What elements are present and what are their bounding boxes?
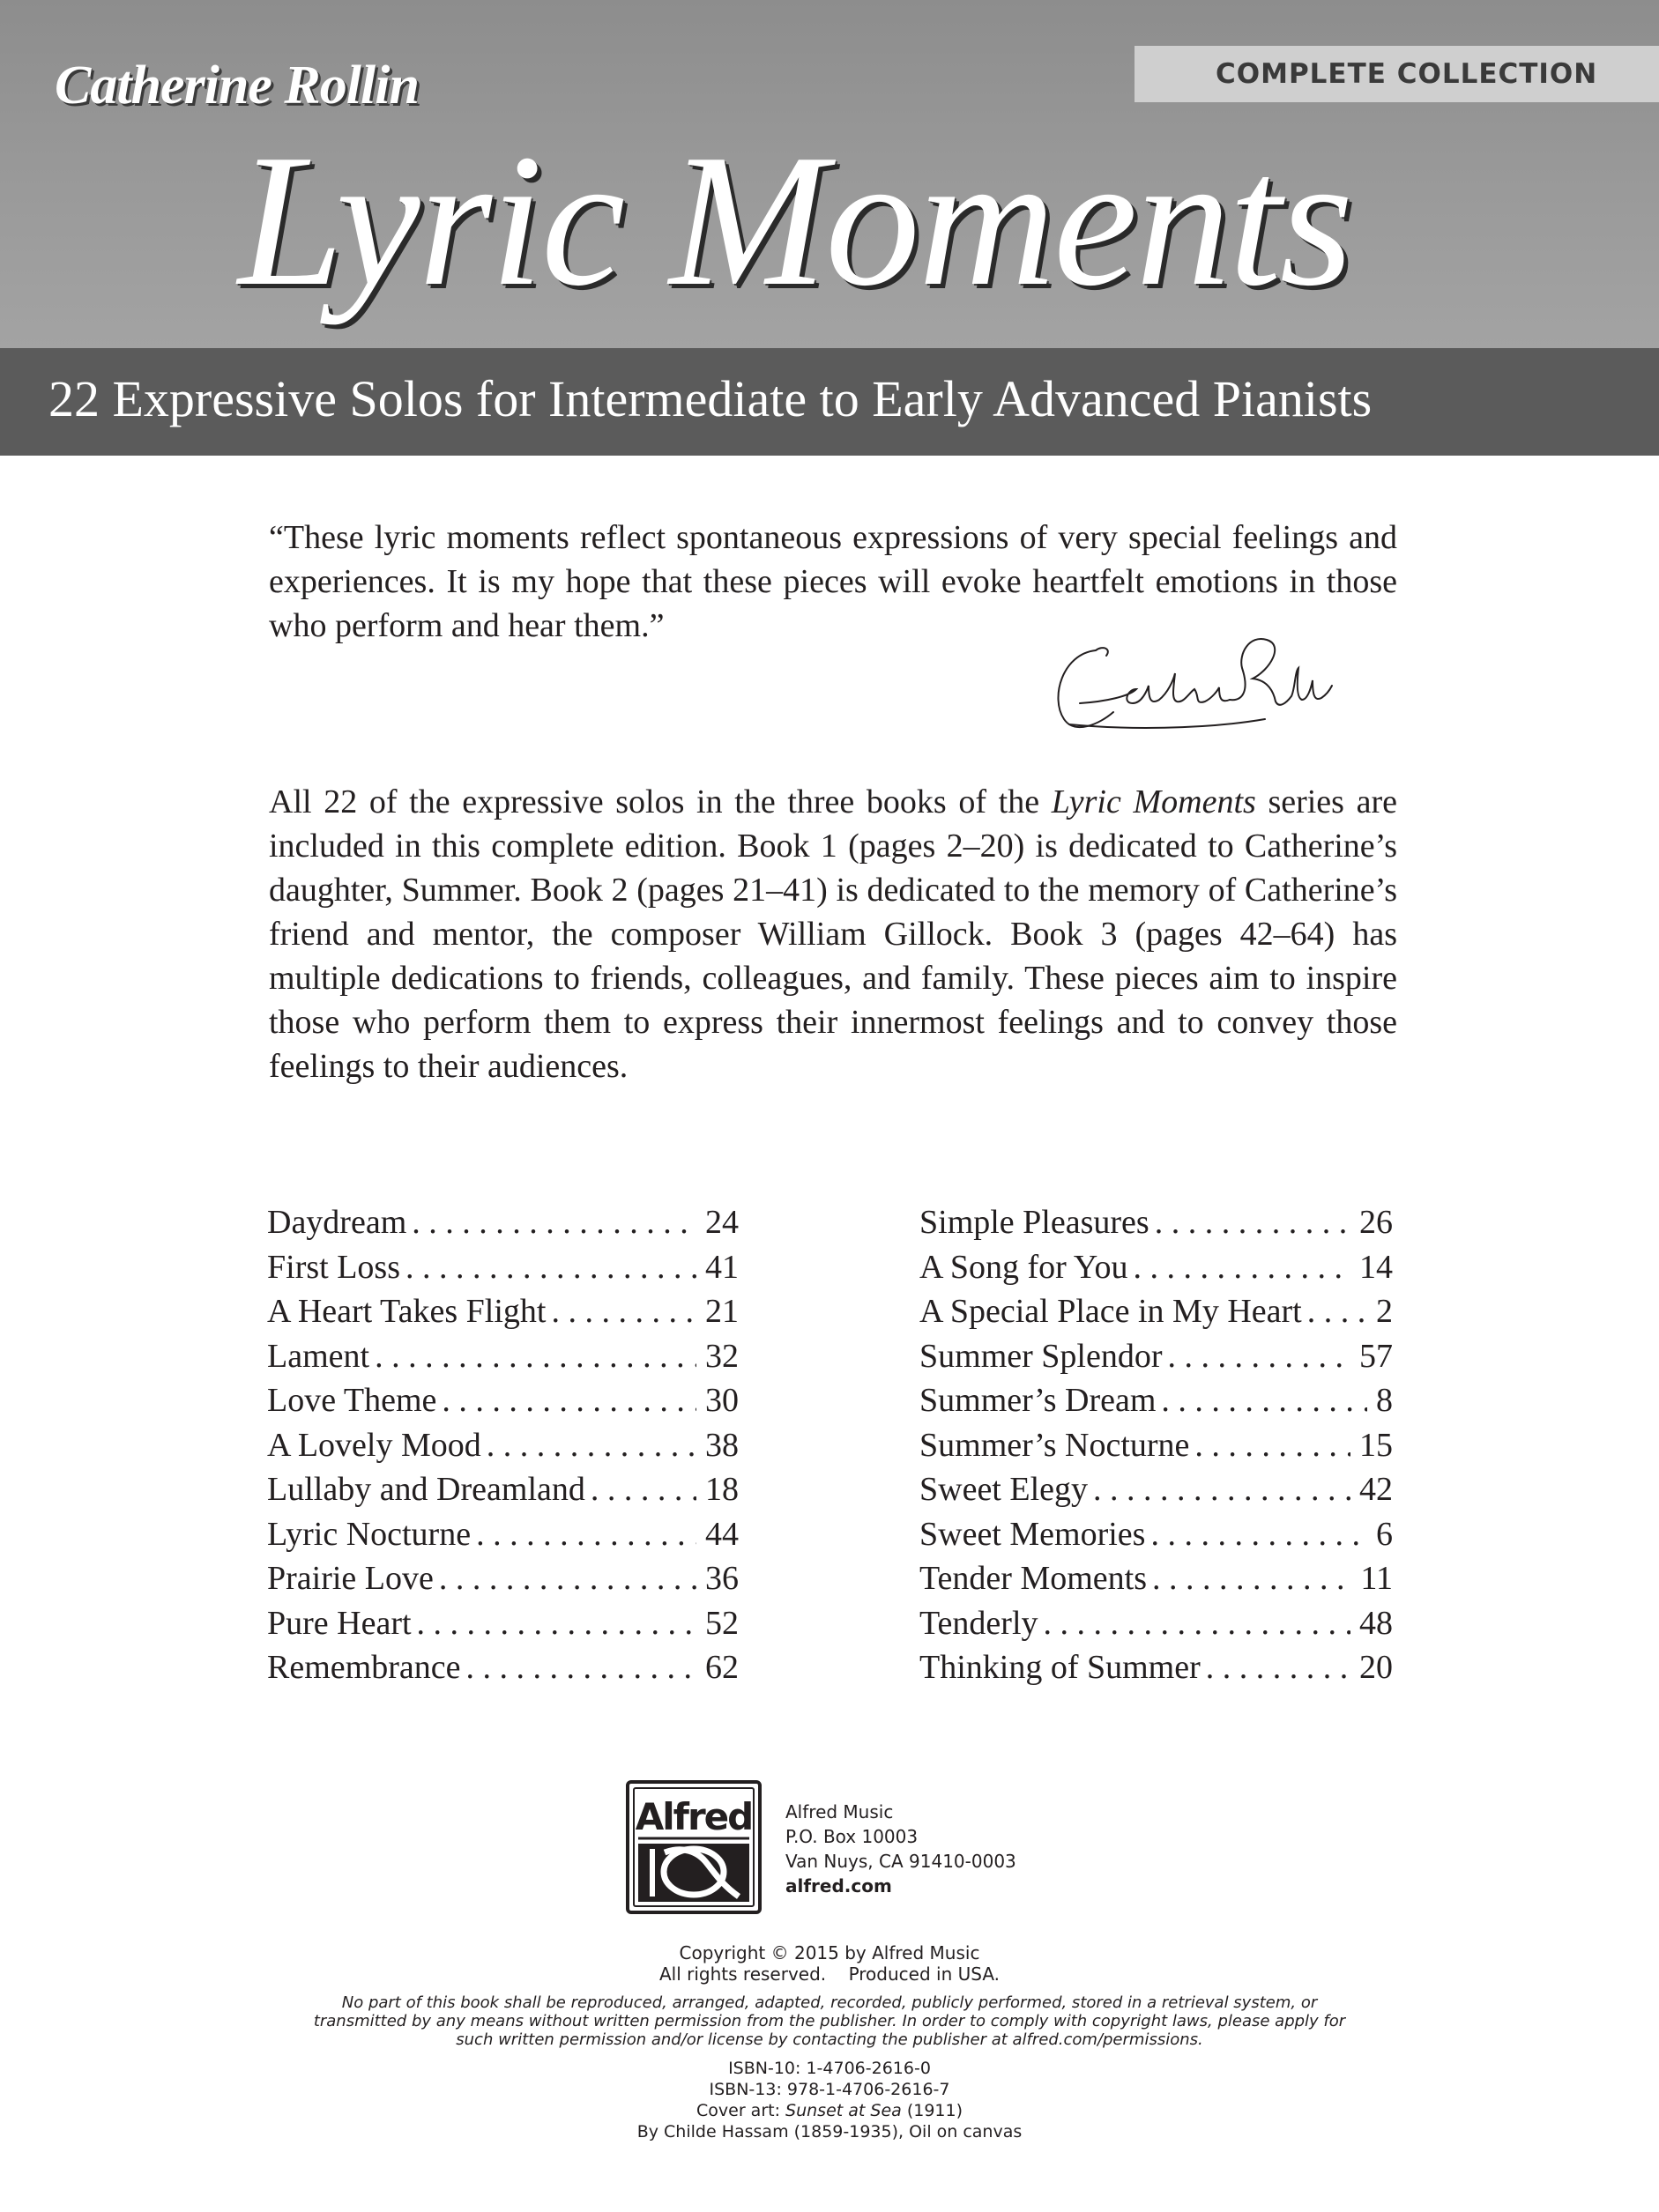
toc-leader: [369, 1334, 696, 1378]
toc-title: A Special Place in My Heart: [919, 1293, 1302, 1330]
toc-page: 41: [705, 1248, 739, 1286]
toc-entry: [919, 1245, 1393, 1290]
cover-art-year: (1911): [901, 2101, 963, 2120]
toc-leader: [434, 1556, 696, 1600]
publisher-name: Alfred Music: [785, 1801, 894, 1822]
toc-title: Tender Moments: [919, 1560, 1148, 1597]
toc-page: 62: [705, 1649, 739, 1686]
rights-line: All rights reserved. Produced in USA.: [658, 1963, 1000, 1985]
toc-title: First Loss: [267, 1248, 400, 1286]
toc-page: 38: [705, 1426, 739, 1464]
toc-title: Summer’s Dream: [919, 1382, 1157, 1419]
toc-left-column: [267, 1200, 739, 1690]
toc-title: Lullaby and Dreamland: [267, 1471, 585, 1508]
toc-right-column: [919, 1200, 1393, 1690]
toc-leader: [412, 1601, 696, 1645]
toc-entry: [267, 1378, 739, 1423]
composer-signature: [1045, 627, 1335, 751]
toc-title: A Song for You: [919, 1248, 1128, 1286]
toc-entry: [267, 1645, 739, 1690]
toc-leader: [1147, 1556, 1351, 1600]
toc-page: 14: [1359, 1248, 1393, 1286]
toc-entry: [267, 1512, 739, 1557]
toc-page: 2: [1376, 1293, 1393, 1330]
isbn-10: ISBN-10: 1-4706-2616-0: [728, 2059, 931, 2078]
toc-title: Lyric Nocturne: [267, 1515, 472, 1553]
toc-entry: [267, 1200, 739, 1245]
toc-entry: [267, 1601, 739, 1646]
toc-leader: [460, 1645, 696, 1689]
author-name: Catherine Rollin: [55, 56, 419, 115]
toc-page: 6: [1376, 1515, 1393, 1553]
toc-page: 36: [705, 1560, 739, 1597]
toc-title: Pure Heart: [267, 1604, 412, 1642]
publisher-po-box: P.O. Box 10003: [785, 1826, 919, 1847]
toc-entry: [919, 1512, 1393, 1557]
intro-text-2: series are included in this complete edition. Book 1 (pages 2–20) is dedicated to Catherine’s daughter, Summer. Book 2 (pages 21–41) is dedicated to the memory of Catherine’s friend and mentor, the composer William Gillock. Book 3 (pages 42–64) has multiple dedications to friends, colleagues, and family. These pieces aim to inspire those who perform them to express their innermost feelings and to convey those feelings to their audiences.: [269, 783, 1398, 1085]
toc-leader: [1302, 1289, 1367, 1333]
toc-page: 24: [705, 1204, 739, 1241]
toc-title: Summer Splendor: [919, 1337, 1163, 1375]
toc-entry: [267, 1423, 739, 1468]
intro-paragraph: [269, 780, 1397, 1088]
toc-page: 57: [1359, 1337, 1393, 1375]
intro-text-1: All 22 of the expressive solos in the three books of the: [269, 783, 1052, 820]
toc-page: 20: [1359, 1649, 1393, 1686]
toc-leader: [585, 1467, 696, 1511]
toc-title: Daydream: [267, 1204, 407, 1241]
toc-title: Lament: [267, 1337, 370, 1375]
toc-page: 48: [1359, 1604, 1393, 1642]
alfred-logo: [626, 1780, 762, 1914]
toc-entry: [919, 1423, 1393, 1468]
book-subtitle: 22 Expressive Solos for Intermediate to Early Advanced Pianists: [48, 370, 1373, 427]
toc-title: Sweet Memories: [919, 1515, 1146, 1553]
toc-page: 11: [1360, 1560, 1393, 1597]
composer-quote: “These lyric moments reflect spontaneous expressions of very special feelings and experiences. It is my hope that these pieces will evoke heartfelt emotions in those who perform and hear them.”: [269, 519, 1397, 644]
isbn-block: [0, 2058, 1659, 2142]
toc-entry: [919, 1556, 1393, 1601]
toc-title: A Lovely Mood: [267, 1426, 481, 1464]
cover-art-credit: By Childe Hassam (1859-1935), Oil on canvas: [636, 2122, 1023, 2141]
toc-leader: [406, 1200, 696, 1244]
toc-entry: [919, 1645, 1393, 1690]
toc-page: 21: [705, 1293, 739, 1330]
toc-title: Remembrance: [267, 1649, 461, 1686]
svg-text:Alfred: Alfred: [635, 1795, 753, 1838]
toc-entry: [267, 1467, 739, 1512]
edition-tab: COMPLETE COLLECTION: [1135, 46, 1659, 102]
publisher-address: [785, 1800, 1138, 1898]
toc-title: A Heart Takes Flight: [267, 1293, 547, 1330]
toc-leader: [436, 1378, 696, 1422]
toc-entry: [267, 1334, 739, 1379]
toc-leader: [400, 1245, 696, 1289]
toc-leader: [481, 1423, 696, 1467]
toc-page: 52: [705, 1604, 739, 1642]
toc-entry: [919, 1200, 1393, 1245]
publisher-city: Van Nuys, CA 91410-0003: [785, 1851, 1016, 1872]
toc-entry: [267, 1289, 739, 1334]
toc-leader: [1145, 1512, 1367, 1556]
legal-notice: No part of this book shall be reproduced, arranged, adapted, recorded, publicly performed, stored in a retrieval system, or transmitted by any means without written permission from the publisher. In order to comply with copyright laws, please apply for such written permission and/or license by contacting the publisher at alfred.com/permissions.: [313, 1993, 1346, 2049]
toc-entry: [919, 1601, 1393, 1646]
toc-title: Summer’s Nocturne: [919, 1426, 1190, 1464]
toc-page: 32: [705, 1337, 739, 1375]
toc-title: Sweet Elegy: [919, 1471, 1089, 1508]
toc-entry: [919, 1467, 1393, 1512]
copyright-line: Copyright © 2015 by Alfred Music: [679, 1942, 980, 1963]
toc-entry: [919, 1289, 1393, 1334]
toc-leader: [546, 1289, 696, 1333]
toc-entry: [267, 1556, 739, 1601]
toc-leader: [1128, 1245, 1350, 1289]
toc-title: Love Theme: [267, 1382, 437, 1419]
toc-leader: [1162, 1334, 1350, 1378]
toc-page: 44: [705, 1515, 739, 1553]
copyright-notice: [0, 1942, 1659, 1985]
toc-entry: [267, 1245, 739, 1290]
toc-leader: [1156, 1378, 1367, 1422]
toc-title: Simple Pleasures: [919, 1204, 1149, 1241]
toc-leader: [1201, 1645, 1350, 1689]
publisher-website[interactable]: alfred.com: [785, 1875, 892, 1897]
isbn-13: ISBN-13: 978-1-4706-2616-7: [709, 2080, 950, 2099]
toc-page: 15: [1359, 1426, 1393, 1464]
toc-title: Tenderly: [919, 1604, 1038, 1642]
toc-leader: [1038, 1601, 1350, 1645]
toc-title: Thinking of Summer: [919, 1649, 1201, 1686]
toc-entry: [919, 1334, 1393, 1379]
cover-art-line: [0, 2100, 1659, 2121]
series-title: Lyric Moments: [1051, 783, 1256, 820]
book-title: Lyric Moments: [238, 115, 1352, 325]
toc-page: 42: [1359, 1471, 1393, 1508]
toc-leader: [1088, 1467, 1350, 1511]
toc-page: 8: [1376, 1382, 1393, 1419]
toc-title: Prairie Love: [267, 1560, 434, 1597]
toc-page: 30: [705, 1382, 739, 1419]
toc-leader: [471, 1512, 696, 1556]
cover-art-prefix: Cover art:: [696, 2101, 786, 2120]
toc-leader: [1189, 1423, 1350, 1467]
toc-page: 26: [1359, 1204, 1393, 1241]
toc-entry: [919, 1378, 1393, 1423]
toc-leader: [1149, 1200, 1350, 1244]
cover-art-title: Sunset at Sea: [785, 2101, 902, 2120]
toc-page: 18: [705, 1471, 739, 1508]
